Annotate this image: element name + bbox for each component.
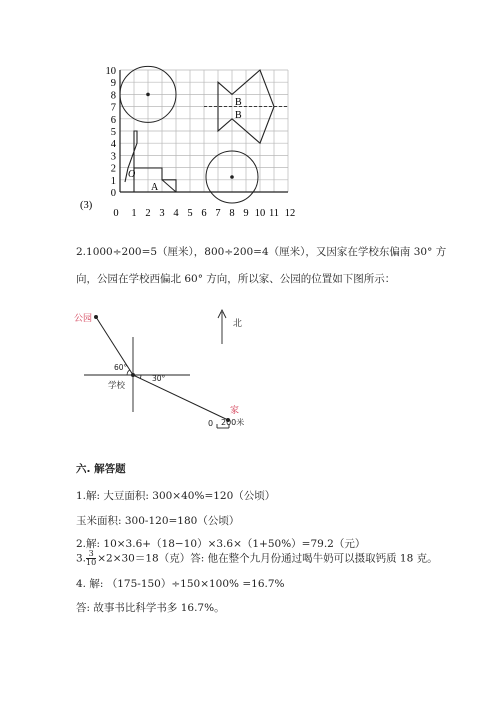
home-label: 家 (230, 406, 240, 416)
x-tick: 2 (145, 208, 151, 219)
circle-lower-right-center (230, 175, 234, 179)
grid-lines (120, 70, 288, 192)
y-tick: 3 (110, 151, 116, 163)
answer-6-1b: 玉米面积: 300-120=180（公顷） (76, 515, 240, 527)
angle-arc-60 (127, 370, 130, 375)
answer-6-3 (76, 550, 438, 567)
park-dot (94, 315, 98, 319)
x-tick: 3 (159, 208, 165, 219)
y-tick: 0 (110, 188, 116, 199)
y-tick: 9 (110, 78, 116, 90)
label-a: A (151, 182, 159, 193)
y-tick: 10 (105, 66, 116, 77)
circle-upper-left-center (146, 93, 150, 97)
answer-2-line-2: 向，公园在学校西偏北 60° 方向，所以家、公园的位置如下图所示： (76, 273, 396, 285)
x-tick: 12 (284, 208, 296, 219)
angle-30-label: 30° (152, 374, 166, 383)
x-tick: 9 (243, 208, 249, 219)
school-dot (131, 373, 135, 377)
answer-6-3-prefix: 3. (76, 552, 87, 565)
y-tick: 5 (110, 127, 116, 138)
scale-length-label: 200米 (221, 418, 245, 427)
y-tick: 1 (110, 175, 116, 187)
y-tick: 8 (110, 90, 116, 102)
y-tick: 2 (110, 163, 116, 175)
y-tick: 4 (110, 139, 116, 151)
y-tick: 6 (110, 114, 116, 126)
x-tick: 0 (113, 208, 119, 219)
x-tick: 10 (254, 208, 266, 219)
answer-6-1: 1.解: 大豆面积: 300×40%=120（公顷） (76, 490, 276, 502)
park-label: 公园 (74, 314, 93, 324)
x-tick: 6 (201, 208, 207, 219)
school-label: 学校 (108, 381, 126, 391)
x-tick: 7 (215, 208, 221, 219)
y-tick-labels (106, 66, 117, 199)
y-tick: 7 (110, 102, 116, 114)
coordinate-grid-figure (70, 60, 310, 225)
label-o: O (128, 169, 136, 180)
line-to-home (133, 375, 228, 420)
fraction (86, 550, 96, 567)
question-number-label: (3) (80, 200, 93, 211)
x-tick: 1 (131, 208, 137, 219)
x-tick: 11 (268, 208, 280, 219)
section-6-title: 六. 解答题 (76, 463, 126, 475)
answer-2-line-1: 2.1000÷200=5（厘米），800÷200=4（厘米），又因家在学校东偏南 30° 方 (76, 246, 447, 258)
answer-6-3-text: ×2×30＝18（克）答: 他在整个九月份通过喝牛奶可以摄取钙质 18 克。 (97, 552, 438, 565)
x-tick: 8 (229, 208, 235, 219)
fraction-numerator: 3 (86, 550, 96, 559)
angle-60-label: 60° (114, 363, 128, 372)
answer-6-2: 2.解: 10×3.6+（18−10）×3.6×（1+50%）=79.2（元） (76, 538, 366, 550)
x-tick-labels (113, 208, 295, 219)
x-tick: 4 (173, 208, 179, 219)
label-b-top: B (235, 97, 242, 108)
angle-arc-30 (140, 375, 141, 379)
answer-6-4b: 答: 故事书比科学书多 16.7%。 (76, 602, 225, 614)
x-tick: 5 (187, 208, 193, 219)
shape-a-diagonal (162, 180, 176, 192)
label-b-bottom: B (235, 110, 242, 121)
answer-6-4: 4. 解: （175-150）÷150×100% =16.7% (76, 578, 285, 590)
scale-zero-label: 0 (208, 419, 214, 428)
north-label: 北 (233, 319, 243, 329)
fraction-denominator: 10 (86, 558, 97, 567)
